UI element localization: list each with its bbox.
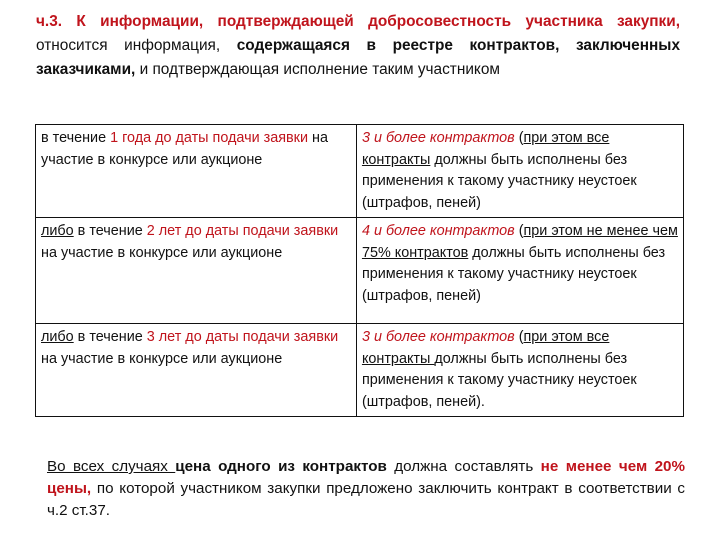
intro-emphasis: содержащаяся в реестре контрактов, заключенных заказчиками, <box>36 37 681 78</box>
intro-text-1: относится информация, <box>36 37 237 54</box>
contracts-cell <box>356 125 683 218</box>
lead-word: либо <box>41 329 74 345</box>
paren-open: ( <box>514 130 524 146</box>
period-cell <box>36 125 357 218</box>
period-value: 3 лет до даты подачи заявки <box>146 329 339 345</box>
contracts-cell <box>356 218 683 324</box>
period-post: на участие в конкурсе или аукционе <box>41 130 328 168</box>
contract-condition: при этом не менее чем 75% контрактов <box>361 223 678 261</box>
contract-rest: должны быть исполнены без применения к такому участнику неустоек (штрафов, пеней) <box>361 151 637 211</box>
footer-text-2: по которой участником закупки предложено заключить контракт в соответствии с ч.2 ст.37. <box>47 480 685 519</box>
table-row <box>36 218 684 324</box>
period-cell <box>36 324 357 417</box>
contract-count: 3 и более контрактов <box>361 329 515 345</box>
paren-open: ( <box>514 329 524 345</box>
contract-rest: должны быть исполнены без применения к такому участнику неустоек (штрафов, пеней). <box>361 350 637 410</box>
contract-condition: при этом все контракты <box>361 329 610 367</box>
footer-lead: Во всех случаях <box>47 458 176 475</box>
conditions-table <box>35 124 684 417</box>
table-row <box>36 324 684 417</box>
footer-threshold: не менее чем 20% цены, <box>47 458 685 497</box>
table-row <box>36 125 684 218</box>
period-pre: в течение <box>73 329 147 345</box>
intro-heading: ч.3. К информации, подтверждающей добросовестность участника закупки, <box>36 13 680 30</box>
period-cell <box>36 218 357 324</box>
period-value: 1 года до даты подачи заявки <box>110 130 308 146</box>
period-post: на участие в конкурсе или аукционе <box>41 244 283 261</box>
period-post: на участие в конкурсе или аукционе <box>41 350 283 367</box>
period-pre: в течение <box>41 130 111 146</box>
footer-paragraph <box>47 456 685 522</box>
contracts-cell <box>356 324 683 417</box>
contract-count: 3 и более контрактов <box>361 130 515 146</box>
intro-paragraph <box>36 10 680 82</box>
contract-rest: должны быть исполнены без применения к такому участнику неустоек (штрафов, пеней) <box>361 244 666 304</box>
paren-open: ( <box>514 223 524 239</box>
footer-emphasis: цена одного из контрактов <box>175 458 387 475</box>
period-pre: в течение <box>73 223 147 239</box>
contract-count: 4 и более контрактов <box>361 223 515 239</box>
intro-text-2: и подтверждающая исполнение таким участником <box>135 61 500 78</box>
lead-word: либо <box>41 223 74 239</box>
contract-condition: при этом все контракты <box>361 130 610 168</box>
period-value: 2 лет до даты подачи заявки <box>146 223 339 239</box>
footer-text-1: должна составлять <box>386 458 541 475</box>
